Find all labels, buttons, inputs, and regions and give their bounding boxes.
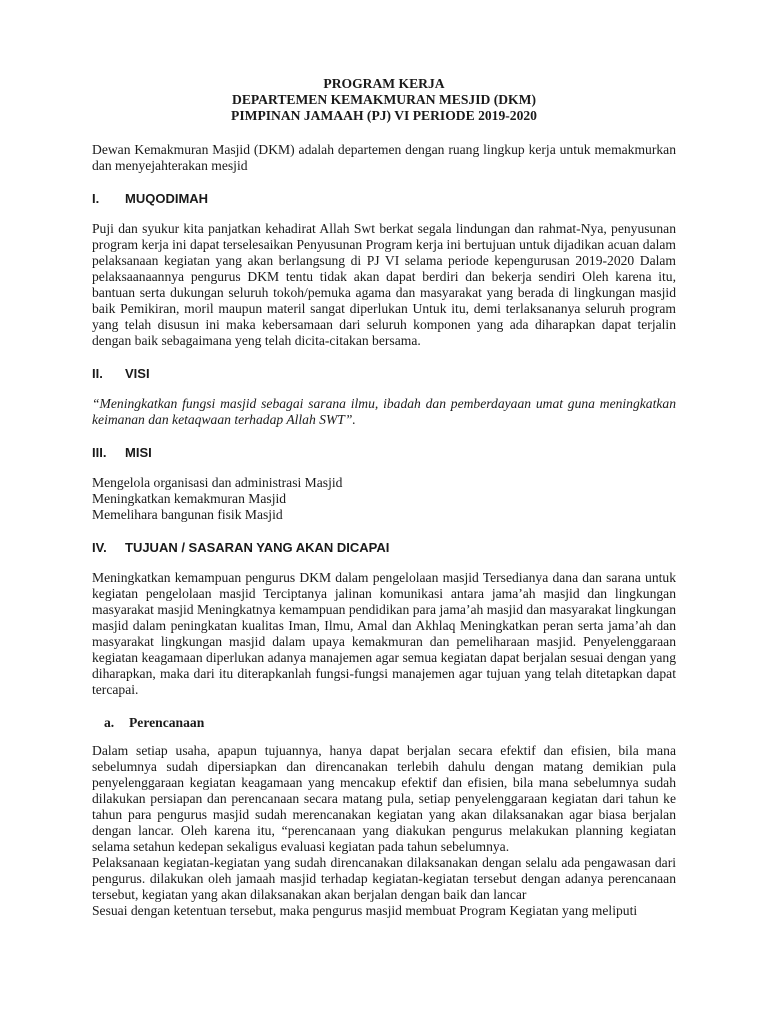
section-number: IV. (92, 540, 107, 555)
section-heading-tujuan (92, 540, 676, 556)
section-number: III. (92, 445, 107, 460)
perencanaan-body (92, 743, 676, 919)
document-title (92, 76, 676, 124)
perencanaan-paragraph: Pelaksanaan kegiatan-kegiatan yang sudah direncanakan dilaksanakan dengan selalu ada pengawasan dari pengurus. dilakukan oleh jamaah masjid terhadap kegiatan-kegiatan tersebut dengan adanya perencanaan tersebut, kegiatan yang akan dilaksanakan akan berjalan dengan baik dan lancar (92, 855, 676, 902)
section-heading-muqodimah (92, 191, 676, 207)
section-heading-visi (92, 366, 676, 382)
section-number: I. (92, 191, 100, 206)
subsection-heading-perencanaan (104, 715, 676, 731)
tujuan-paragraph: Meningkatkan kemampuan pengurus DKM dalam pengelolaan masjid Tersedianya dana dan sarana untuk kegiatan pengelolaan masjid Terciptanya jalinan komunikasi antara jama’ah masjid dan lingkungan masyarakat masjid Meningkatnya kemampuan pendidikan para jama’ah masjid dan masyarakat lingkungan masjid dalam peningkatan kualitas Iman, Ilmu, Amal dan Akhlaq Meningkatkan peran serta jama’ah dan masyarakat lingkungan masjid dalam upaya kemakmuran dan pemeliharaan masjid. Penyelenggaraan kegiatan keagamaan diperlukan adanya manajemen agar semua kegiatan dapat berjalan sesuai dengan yang diharapkan, maka dari itu diterapkanlah fungsi-fungsi manajemen agar tujuan yang telah ditetapkan dapat tercapai. (92, 570, 676, 697)
title-line-2: DEPARTEMEN KEMAKMURAN MESJID (DKM) (232, 92, 536, 107)
misi-list (92, 475, 676, 523)
misi-item: Memelihara bangunan fisik Masjid (92, 507, 283, 522)
misi-item: Meningkatkan kemakmuran Masjid (92, 491, 287, 506)
title-line-1: PROGRAM KERJA (323, 76, 445, 91)
perencanaan-paragraph: Dalam setiap usaha, apapun tujuannya, hanya dapat berjalan secara efektif dan efisien, bila mana sebelumnya sudah dipersiapkan dan direncanakan terlebih dahulu dengan matang demikian pula penyelenggaraan kegiatan keagamaan yang mencakup efektif dan efisien, bila mana sebelumnya sudah dilakukan persiapan dan perencanaan secara matang pula, setiap penyelenggaraan kegiatan dari tahun ke tahun para pengurus masjid sudah merencanakan kegiatan yang akan dilaksanakan agar biasa berjalan dengan lancar. Oleh karena itu, “perencanaan yang diakukan pengurus melakukan planning kegiatan selama setahun kedepan sekaligus evaluasi kegiatan pada tahun sebelumnya. (92, 743, 676, 854)
misi-item: Mengelola organisasi dan administrasi Masjid (92, 475, 343, 490)
intro-paragraph: Dewan Kemakmuran Masjid (DKM) adalah departemen dengan ruang lingkup kerja untuk memakmurkan dan menyejahterakan mesjid (92, 142, 676, 173)
subsection-title: Perencanaan (129, 715, 205, 730)
title-line-3: PIMPINAN JAMAAH (PJ) VI PERIODE 2019-2020 (231, 108, 537, 123)
section-title: MUQODIMAH (125, 191, 209, 206)
section-title: MISI (125, 445, 152, 460)
subsection-letter: a. (104, 715, 115, 730)
section-title: VISI (125, 366, 150, 381)
muqodimah-paragraph: Puji dan syukur kita panjatkan kehadirat Allah Swt berkat segala lindungan dan rahmat-Nya, penyusunan program kerja ini dapat terselesaikan Penyusunan Program kerja ini bertujuan untuk dijadikan acuan dalam pelaksanaan kegiatan yang akan berlangsung di PJ VI selama periode kepengurusan 2019-2020 Dalam pelaksaanaannya pengurus DKM tentu tidak akan dapat berdiri dan bekerja sendiri Oleh karena itu, bantuan serta dukungan seluruh tokoh/pemuka agama dan masyarakat yang berada di lingkungan masjid baik Pemikiran, moril maupun materil sangat diperlukan Untuk itu, demi terlaksananya seluruh program yang telah disusun ini maka kebersamaan dari seluruh komponen yang ada diharapkan dapat terjalin dengan baik sebagaimana yeng telah dicita-citakan bersama. (92, 221, 676, 348)
visi-paragraph: “Meningkatkan fungsi masjid sebagai sarana ilmu, ibadah dan pemberdayaan umat guna meningkatkan keimanan dan ketaqwaan terhadap Allah SWT”. (92, 396, 676, 427)
perencanaan-paragraph: Sesuai dengan ketentuan tersebut, maka pengurus masjid membuat Program Kegiatan yang meliputi (92, 903, 638, 918)
document-page (92, 76, 676, 919)
section-heading-misi (92, 445, 676, 461)
section-title: TUJUAN / SASARAN YANG AKAN DICAPAI (125, 540, 390, 555)
section-number: II. (92, 366, 103, 381)
